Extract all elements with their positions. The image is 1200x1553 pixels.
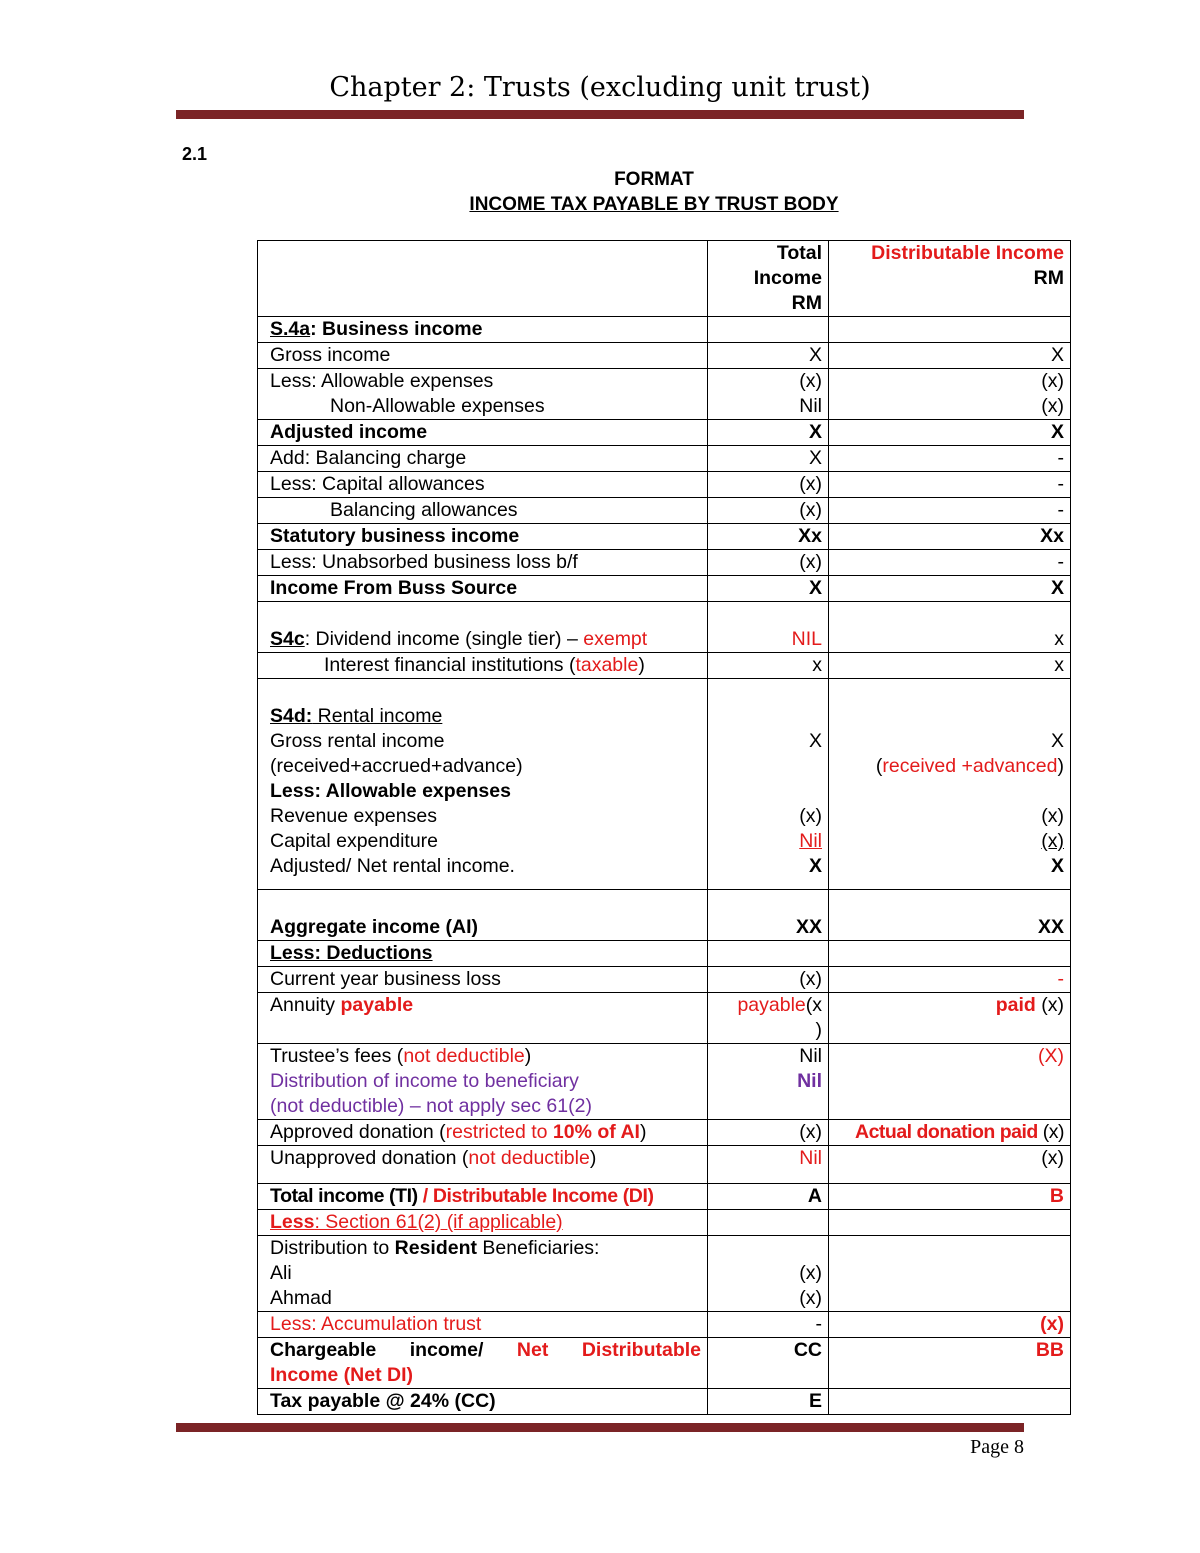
table-row	[258, 343, 1071, 369]
table-row	[258, 1312, 1071, 1338]
accumulation-label: Less: Accumulation trust	[258, 1312, 708, 1338]
balancing-charge-di: -	[829, 446, 1071, 472]
capital-allowances-label: Less: Capital allowances	[258, 472, 708, 498]
format-line2: INCOME TAX PAYABLE BY TRUST BODY	[469, 194, 839, 215]
non-allowable-di: (x)	[1041, 395, 1064, 417]
table-row	[258, 498, 1071, 524]
chargeable-di: BB	[829, 1338, 1071, 1389]
approved-di	[829, 1120, 1071, 1146]
s4d-cell	[258, 679, 708, 890]
unapproved-close: )	[589, 1147, 597, 1169]
di-note-close: )	[1057, 755, 1064, 777]
table-row	[258, 1120, 1071, 1146]
table-row	[258, 550, 1071, 576]
distribution-total-nil: Nil	[797, 1070, 822, 1092]
page-number: Page 8	[970, 1436, 1024, 1458]
capital-di: (x)	[1041, 830, 1064, 852]
s4d-title: Rental income	[312, 705, 443, 727]
accumulation-di: (x)	[829, 1312, 1071, 1338]
less-allowable-label: Less: Allowable expenses	[270, 780, 511, 802]
aggregate-income-total: XX	[708, 890, 829, 941]
unapproved-cell	[258, 1146, 708, 1184]
aggregate-income-label: Aggregate income (AI)	[258, 890, 708, 941]
gross-rental-label: Gross rental income	[270, 730, 445, 752]
header-di-l2: RM	[1033, 267, 1064, 289]
capital-expenditure-label: Capital expenditure	[270, 830, 439, 852]
table-row	[258, 1389, 1071, 1415]
expenses-total	[708, 369, 829, 420]
balancing-allowances-di: -	[829, 498, 1071, 524]
annuity-total-payable: payable	[737, 994, 806, 1016]
balancing-allowances-label: Balancing allowances	[330, 499, 518, 521]
balancing-charge-label: Add: Balancing charge	[258, 446, 708, 472]
gross-rental-total: X	[808, 730, 822, 752]
capital-allowances-total: (x)	[708, 472, 829, 498]
header-blank-cell	[258, 241, 708, 317]
revenue-expenses-label: Revenue expenses	[270, 805, 437, 827]
ali-total: (x)	[799, 1262, 822, 1284]
annuity-cell	[258, 993, 708, 1044]
total-income-total: A	[708, 1184, 829, 1210]
unabsorbed-loss-label: Less: Unabsorbed business loss b/f	[258, 550, 708, 576]
section-number: 2.1	[182, 144, 208, 164]
chargeable-word2: income/	[409, 1339, 484, 1361]
approved-total: (x)	[708, 1120, 829, 1146]
trustee-label: Trustee’s fees (	[270, 1045, 404, 1067]
chargeable-line2: Income (Net DI)	[270, 1364, 414, 1386]
interest-close: )	[638, 654, 645, 676]
approved-pct: 10% of AI	[552, 1121, 640, 1143]
s4a-title: : Business income	[310, 318, 483, 340]
deductions-heading: Less: Deductions	[258, 941, 708, 967]
allowable-label: Less: Allowable expenses	[270, 370, 494, 392]
adjusted-income-di: X	[829, 420, 1071, 446]
buss-source-total: X	[708, 576, 829, 602]
s4c-code: S4c	[270, 628, 305, 650]
table-row	[258, 1210, 1071, 1236]
chargeable-cell	[258, 1338, 708, 1389]
chargeable-total: CC	[708, 1338, 829, 1389]
table-row	[258, 1044, 1071, 1120]
adjusted-income-label: Adjusted income	[258, 420, 708, 446]
unapproved-total: Nil	[708, 1146, 829, 1184]
tax-payable-total: E	[708, 1389, 829, 1415]
balancing-charge-total: X	[708, 446, 829, 472]
distributable-income-label: Distributable Income (DI)	[432, 1185, 654, 1207]
capital-total: Nil	[799, 830, 822, 852]
gross-income-label: Gross income	[258, 343, 708, 369]
s4d-total	[708, 679, 829, 890]
distribution-total	[708, 1236, 829, 1312]
gross-rental-di: X	[1050, 730, 1064, 752]
unapproved-label: Unapproved donation (	[270, 1147, 469, 1169]
annuity-total-x: (x	[805, 994, 822, 1016]
table-row	[258, 420, 1071, 446]
sec61-cell	[258, 1210, 708, 1236]
annuity-di-x: (x)	[1035, 994, 1064, 1016]
total-income-slash: /	[417, 1185, 433, 1207]
header-total-l2: Income	[753, 267, 822, 289]
beneficiary-ali: Ali	[270, 1262, 292, 1284]
table-row	[258, 446, 1071, 472]
annuity-label: Annuity	[270, 994, 341, 1016]
table-row	[258, 1146, 1071, 1184]
distribution-line2: (not deductible) – not apply sec 61(2)	[270, 1095, 592, 1117]
table-row	[258, 993, 1071, 1044]
format-heading	[0, 167, 1200, 217]
approved-di-label: Actual donation paid	[855, 1121, 1038, 1143]
table-row	[258, 524, 1071, 550]
table-row	[258, 602, 1071, 653]
tax-payable-label: Tax payable @ 24% (CC)	[258, 1389, 708, 1415]
current-loss-di: -	[829, 967, 1071, 993]
s4c-text: : Dividend income (single tier) –	[304, 628, 584, 650]
gross-rental-di-note	[841, 754, 1064, 779]
interest-cell	[258, 653, 708, 679]
expenses-di	[829, 369, 1071, 420]
trustee-total-nil: Nil	[799, 1045, 822, 1067]
capital-allowances-di: -	[829, 472, 1071, 498]
unapproved-di: (x)	[829, 1146, 1071, 1184]
di-note-open: (	[875, 755, 883, 777]
trustee-close: )	[524, 1045, 532, 1067]
di-note-text: received +advanced	[882, 755, 1058, 777]
sec61-text: : Section 61(2) (if applicable)	[314, 1211, 563, 1233]
tax-format-table	[257, 240, 1071, 1415]
approved-close: )	[639, 1121, 647, 1143]
gross-rental-note: (received+accrued+advance)	[270, 755, 523, 777]
buss-source-di: X	[829, 576, 1071, 602]
distribution-pre: Distribution to	[270, 1237, 395, 1259]
trustee-di: (X)	[829, 1044, 1071, 1120]
table-row	[258, 472, 1071, 498]
approved-restricted: restricted to	[445, 1121, 553, 1143]
table-row	[258, 679, 1071, 890]
ahmad-total: (x)	[799, 1287, 822, 1309]
approved-label: Approved donation (	[270, 1121, 446, 1143]
interest-total: x	[708, 653, 829, 679]
format-line1: FORMAT	[614, 169, 694, 190]
annuity-total-close: )	[815, 1019, 822, 1041]
distribution-line1: Distribution of income to beneficiary	[270, 1070, 579, 1092]
table-row	[258, 576, 1071, 602]
unabsorbed-loss-total: (x)	[708, 550, 829, 576]
header-total-l1: Total	[776, 242, 822, 264]
net-rental-label: Adjusted/ Net rental income.	[270, 855, 515, 877]
footer-rule	[176, 1423, 1024, 1432]
balancing-allowances-total: (x)	[708, 498, 829, 524]
table-row	[258, 1236, 1071, 1312]
approved-cell	[258, 1120, 708, 1146]
s4c-cell	[258, 602, 708, 653]
aggregate-income-di: XX	[829, 890, 1071, 941]
statutory-income-di: Xx	[829, 524, 1071, 550]
header-distributable-income	[829, 241, 1071, 317]
s4c-di: x	[829, 602, 1071, 653]
distribution-resident: Resident	[394, 1237, 477, 1259]
table-row	[258, 941, 1071, 967]
s4c-total: NIL	[708, 602, 829, 653]
chargeable-word3: Net	[516, 1339, 549, 1361]
approved-di-x: (x)	[1037, 1121, 1064, 1143]
s4d-code: S4d:	[270, 705, 313, 727]
statutory-income-total: Xx	[708, 524, 829, 550]
statutory-income-label: Statutory business income	[258, 524, 708, 550]
header-total-l3: RM	[791, 292, 822, 314]
s4a-code: S.4a	[270, 318, 311, 340]
total-income-label: Total income (TI)	[270, 1185, 418, 1207]
sec61-less: Less	[270, 1211, 315, 1233]
interest-label: Interest financial institutions (	[324, 654, 576, 676]
distribution-post: Beneficiaries:	[477, 1237, 600, 1259]
beneficiary-ahmad: Ahmad	[270, 1287, 332, 1309]
table-row	[258, 653, 1071, 679]
trustee-total	[708, 1044, 829, 1120]
distribution-cell	[258, 1236, 708, 1312]
net-rental-total: X	[808, 855, 822, 877]
accumulation-total: -	[708, 1312, 829, 1338]
interest-taxable: taxable	[575, 654, 639, 676]
s4d-di	[829, 679, 1071, 890]
table-row	[258, 1338, 1071, 1389]
chargeable-word1: Chargeable	[270, 1339, 377, 1361]
current-loss-label: Current year business loss	[258, 967, 708, 993]
gross-income-di: X	[829, 343, 1071, 369]
table-header-row	[258, 241, 1071, 317]
tax-payable-di	[829, 1389, 1071, 1415]
chargeable-word4: Distributable	[581, 1339, 701, 1361]
unabsorbed-loss-di: -	[829, 550, 1071, 576]
table-row	[258, 369, 1071, 420]
buss-source-label: Income From Buss Source	[258, 576, 708, 602]
interest-di: x	[829, 653, 1071, 679]
header-rule	[176, 110, 1024, 119]
adjusted-income-total: X	[708, 420, 829, 446]
balancing-allowances-cell	[258, 498, 708, 524]
chapter-title: Chapter 2: Trusts (excluding unit trust)	[329, 72, 871, 103]
non-allowable-total: Nil	[799, 395, 822, 417]
header-total-income	[708, 241, 829, 317]
non-allowable-label: Non-Allowable expenses	[330, 395, 545, 417]
allowable-total: (x)	[799, 370, 822, 392]
trustee-cell	[258, 1044, 708, 1120]
net-rental-di: X	[1050, 855, 1064, 877]
current-loss-total: (x)	[708, 967, 829, 993]
s4a-heading	[258, 317, 708, 343]
total-income-cell	[258, 1184, 708, 1210]
trustee-not-deductible: not deductible	[403, 1045, 525, 1067]
expenses-labels	[258, 369, 708, 420]
gross-income-total: X	[708, 343, 829, 369]
table-row	[258, 317, 1071, 343]
s4c-exempt: exempt	[583, 628, 648, 650]
total-income-di: B	[829, 1184, 1071, 1210]
annuity-di	[829, 993, 1071, 1044]
table-row	[258, 1184, 1071, 1210]
header-di-l1: Distributable Income	[871, 242, 1064, 264]
table-row	[258, 890, 1071, 941]
allowable-di: (x)	[1041, 370, 1064, 392]
revenue-di: (x)	[1041, 805, 1064, 827]
annuity-total	[708, 993, 829, 1044]
unapproved-not-deductible: not deductible	[468, 1147, 590, 1169]
table-row	[258, 967, 1071, 993]
revenue-total: (x)	[799, 805, 822, 827]
annuity-di-paid: paid	[995, 994, 1036, 1016]
annuity-payable: payable	[340, 994, 414, 1016]
